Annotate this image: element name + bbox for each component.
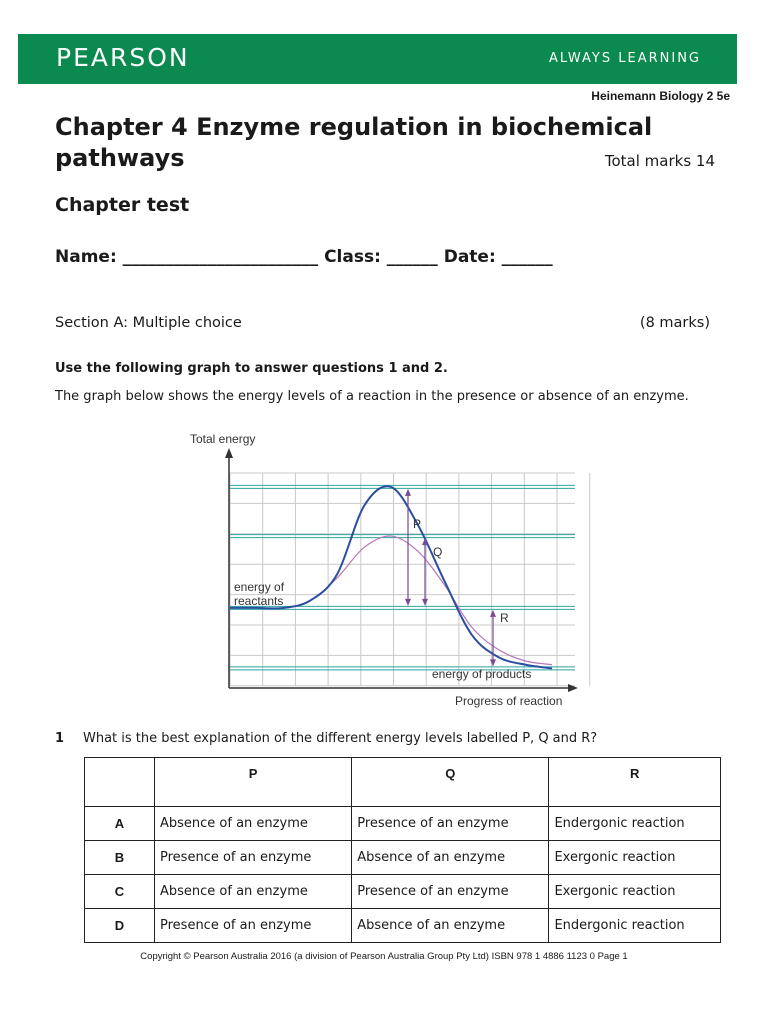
x-axis-label: Progress of reaction [455, 694, 563, 708]
table-cell: Presence of an enzyme [352, 807, 549, 841]
table-header-cell [85, 758, 155, 807]
y-axis-label: Total energy [190, 432, 256, 446]
arrow-p-head-down [405, 599, 411, 606]
reactants-label-line2: reactants [234, 594, 284, 608]
table-header-cell: R [549, 758, 721, 807]
energy-arrows [405, 489, 496, 667]
table-cell: Presence of an enzyme [155, 841, 352, 875]
arrow-p-head-up [405, 489, 411, 496]
chapter-title: Chapter 4 Enzyme regulation in biochemical pathways [55, 113, 653, 172]
option-letter: A [85, 807, 155, 841]
question-number: 1 [55, 731, 65, 746]
table-cell: Exergonic reaction [549, 875, 721, 909]
table-header-cell: P [155, 758, 352, 807]
curve-without-enzyme [230, 486, 552, 668]
reactants-label-line1: energy of [234, 580, 285, 594]
section-marks: (8 marks) [639, 315, 710, 331]
energy-level-lines [230, 485, 575, 670]
table-row [85, 841, 721, 875]
pearson-logo: PEARSON [56, 43, 190, 72]
student-details-line: Name: _______________________ Class: ______ Date: ______ [55, 247, 553, 267]
table-cell: Absence of an enzyme [352, 841, 549, 875]
label-r: R [500, 611, 509, 625]
table-cell: Presence of an enzyme [155, 909, 352, 943]
energy-graph [180, 428, 600, 718]
section-label: Section A: Multiple choice [55, 315, 242, 331]
table-cell: Absence of an enzyme [155, 807, 352, 841]
table-row [85, 807, 721, 841]
label-q: Q [433, 545, 443, 559]
tagline: ALWAYS LEARNING [548, 51, 701, 66]
arrow-r-head-down [490, 659, 496, 666]
answer-table [84, 757, 721, 943]
table-header-row [85, 758, 721, 807]
table-cell: Absence of an enzyme [352, 909, 549, 943]
question-text: What is the best explanation of the different energy levels labelled P, Q and R? [83, 731, 598, 746]
table-header-cell: Q [352, 758, 549, 807]
chapter-test-heading: Chapter test [55, 194, 190, 216]
copyright-footer: Copyright © Pearson Australia 2016 (a division of Pearson Australia Group Pty Ltd) ISBN 978 1 4886 1123 0 Page 1 [140, 951, 628, 962]
graph-description: The graph below shows the energy levels of a reaction in the presence or absence of an enzyme. [55, 389, 689, 404]
table-cell: Endergonic reaction [549, 909, 721, 943]
table-cell: Presence of an enzyme [352, 875, 549, 909]
table-cell: Endergonic reaction [549, 807, 721, 841]
table-cell: Exergonic reaction [549, 841, 721, 875]
arrow-r-head-up [490, 610, 496, 617]
table-row [85, 875, 721, 909]
energy-curves [230, 486, 552, 668]
arrow-q-head-down [422, 599, 428, 606]
label-p: P [413, 517, 422, 531]
option-letter: C [85, 875, 155, 909]
table-row [85, 909, 721, 943]
option-letter: B [85, 841, 155, 875]
publisher-banner [18, 34, 737, 84]
total-marks: Total marks 14 [604, 152, 715, 170]
products-label: energy of products [432, 667, 532, 681]
y-axis-arrow [225, 448, 233, 458]
book-reference: Heinemann Biology 2 5e [591, 89, 730, 103]
option-letter: D [85, 909, 155, 943]
graph-instruction: Use the following graph to answer questions 1 and 2. [55, 361, 448, 376]
question-1 [55, 731, 597, 746]
table-cell: Absence of an enzyme [155, 875, 352, 909]
x-axis-arrow [568, 684, 578, 692]
